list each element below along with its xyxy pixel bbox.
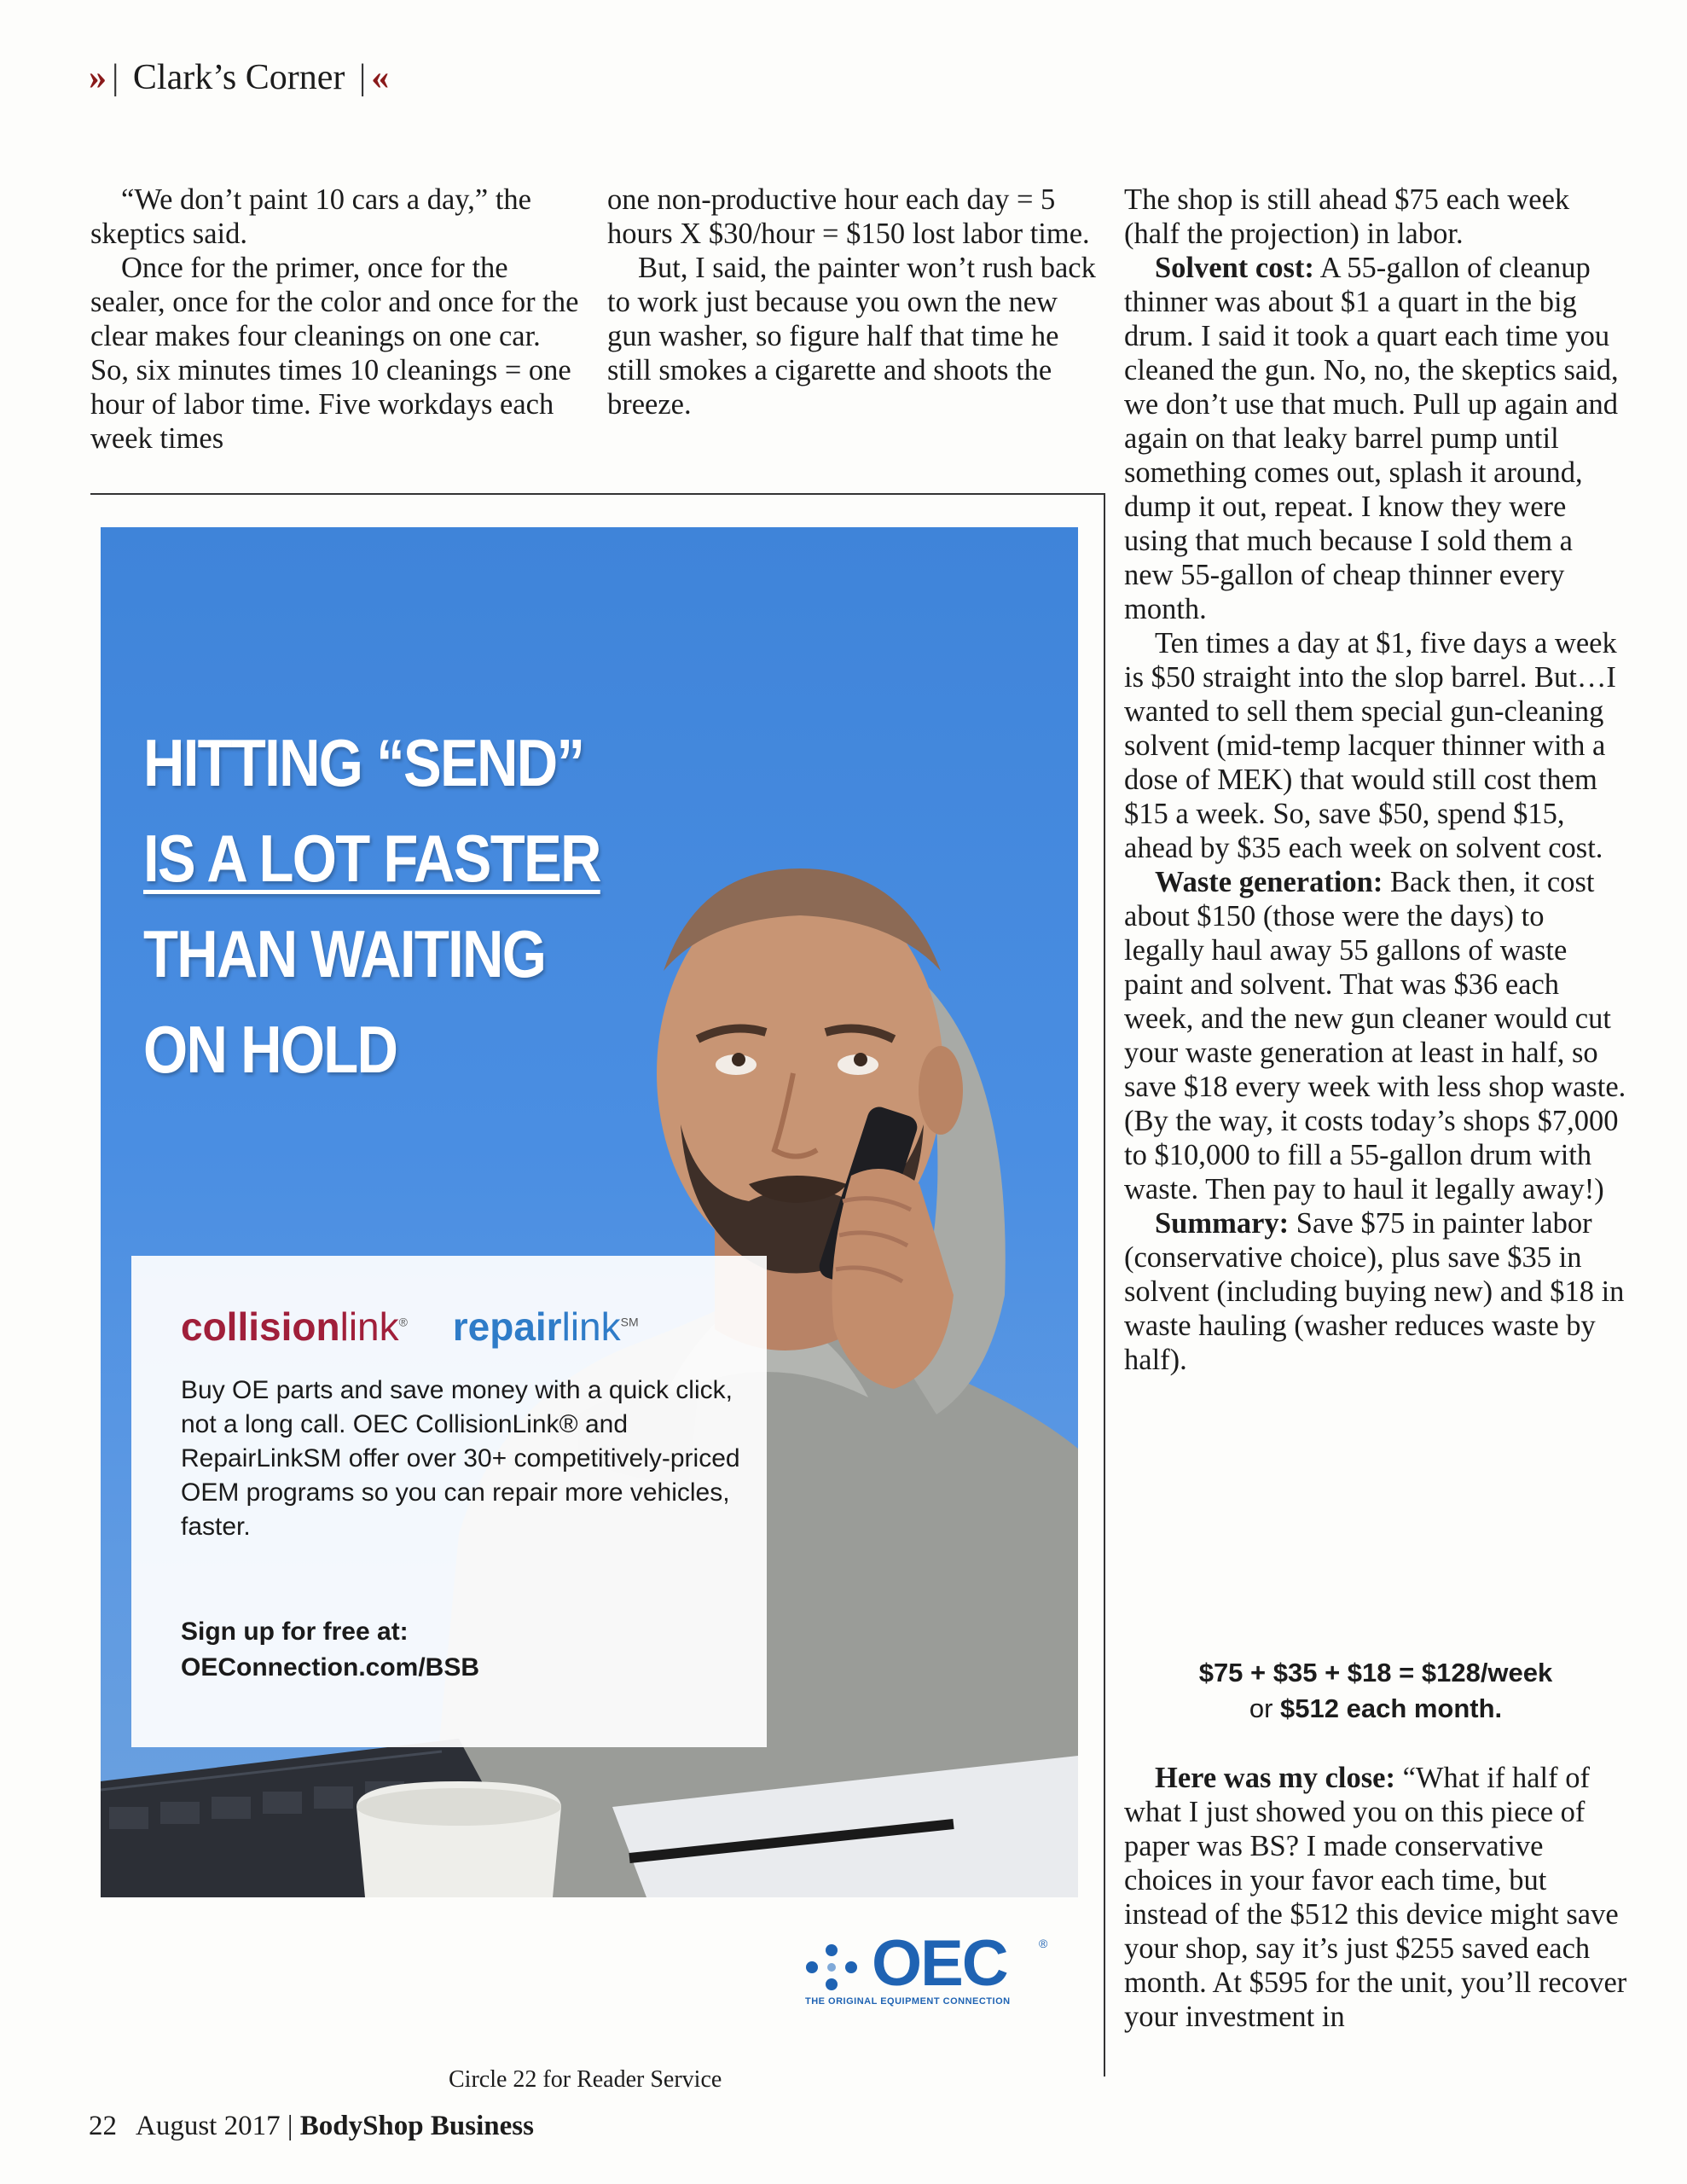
page-number: 22 [89,2111,117,2141]
savings-monthly [1124,1691,1627,1727]
paragraph-summary [1124,1206,1627,1377]
running-header [89,56,389,99]
collisionlink-logo [181,1304,408,1349]
magazine-name: BodyShop Business [299,2111,534,2141]
oec-tagline: THE ORIGINAL EQUIPMENT CONNECTION [805,1996,1011,2007]
vertical-divider [1104,493,1105,2077]
oec-dots-icon [802,1942,861,1993]
savings-calculation [1124,1655,1627,1727]
paragraph: Once for the primer, once for the sealer, once for the color and once for the clear makes four cleanings on one car. So, six minutes times 10 cleanings = one hour of labor time. Five workdays each week times [90,252,579,455]
paragraph: The shop is still ahead $75 each week (half the projection) in labor. [1124,183,1570,250]
header-separator-right: | [358,58,367,97]
header-chevron-left: » [89,58,107,97]
ad-info-panel [131,1256,767,1747]
paragraph-body: Save $75 in painter labor (conservative choice), plus save $35 in solvent (including buying new) and $18 in waste hauling (washer reduces waste by half). [1124,1207,1625,1376]
ad-headline-line: THAN WAITING [143,916,546,991]
paragraph-solvent-cost [1124,251,1627,626]
paragraph-close [1124,1761,1627,2034]
horizontal-divider [90,493,1105,495]
ad-headline-line: IS A LOT FASTER [143,821,600,896]
paragraph-lead: Here was my close: [1155,1762,1395,1794]
header-chevron-right: « [371,58,390,97]
savings-monthly-value: $512 each month. [1280,1693,1503,1723]
paragraph-lead: Solvent cost: [1155,252,1314,284]
article-column-2 [607,183,1102,421]
repairlink-logo [453,1304,639,1349]
repairlink-logo-bold: repair [452,1304,562,1349]
issue-date: August 2017 [136,2111,281,2141]
ad-call-to-action [181,1614,744,1686]
reader-service-note: Circle 22 for Reader Service [449,2066,722,2093]
header-separator-left: | [112,58,119,97]
page-footer [89,2111,534,2142]
ad-cta-label: Sign up for free at: [181,1618,409,1646]
paragraph: “We don’t paint 10 cars a day,” the skeptics said. [90,183,531,250]
paragraph-body: A 55-gallon of cleanup thinner was about $1 a quart in the big drum. I said it took a quart each time you cleaned the gun. No, no, the skeptics said, we don’t use that much. Pull up again and again on that leaky barrel pump until something comes out, splash it around, dump it out, repeat. I know they were using that much because I sold them a new 55-gallon of cheap thinner every month. [1124,252,1619,625]
ad-headline-line: ON HOLD [143,1012,397,1087]
collisionlink-logo-mark: ® [398,1315,408,1329]
paragraph-lead: Summary: [1155,1207,1290,1240]
paragraph: But, I said, the painter won’t rush back to work just because you own the new gun washer, so figure half that time he still smokes a cigarette and shoots the breeze. [607,252,1096,421]
collisionlink-logo-bold: collision [181,1304,340,1349]
savings-weekly: $75 + $35 + $18 = $128/week [1198,1658,1553,1687]
ad-headline-line: HITTING “SEND” [143,725,584,800]
advertisement [101,527,1078,1897]
oec-logo [802,1927,1058,2015]
savings-monthly-prefix: or [1249,1693,1281,1723]
paragraph: one non-productive hour each day = 5 hours X $30/hour = $150 lost labor time. [607,183,1090,250]
ad-body-copy: Buy OE parts and save money with a quick click, not a long call. OEC CollisionLink® and RepairLinkSM offer over 30+ competitively-priced OEM programs so you can repair more vehicles, faster. [181,1376,740,1541]
paragraph: Ten times a day at $1, five days a week is $50 straight into the slop barrel. But…I wanted to sell them special gun-cleaning solvent (mid-temp lacquer thinner with a dose of MEK) that would still cost them $15 a week. So, save $50, spend $15, ahead by $35 each week on solvent cost. [1124,627,1617,864]
article-column-1 [90,183,585,456]
ad-cta-url[interactable]: OEConnection.com/BSB [181,1653,480,1682]
paragraph-body: Back then, it cost about $150 (those were the days) to legally haul away 55 gallons of waste paint and solvent. That was $36 each week, and the new gun cleaner would cut your waste generation at least in half, so save $18 every week with less shop waste. (By the way, it costs today’s shops $7,000 to $10,000 to fill a 55-gallon drum with waste. Then pay to haul it legally away!) [1124,866,1626,1205]
collisionlink-logo-rest: link [339,1304,399,1349]
paragraph-lead: Waste generation: [1155,866,1383,898]
repairlink-logo-mark: SM [620,1315,639,1329]
article-column-3-continued [1124,1761,1627,2034]
oec-registered-mark: ® [1039,1937,1048,1950]
article-column-3 [1124,183,1627,1377]
section-title: Clark’s Corner [132,58,345,97]
ad-headline [143,715,671,1097]
paragraph-waste-generation [1124,865,1627,1206]
oec-logo-word: OEC [872,1927,1007,2000]
repairlink-logo-rest: link [561,1304,621,1349]
footer-separator: | [287,2111,293,2141]
paragraph-body: “What if half of what I just showed you on this piece of paper was BS? I made conservative choices in your favor each time, but instead of the $512 this device might save your shop, say it’s just $255 saved each month. At $595 for the unit, you’ll recover your investment in [1124,1762,1627,2033]
ad-brand-logos [181,1304,639,1350]
